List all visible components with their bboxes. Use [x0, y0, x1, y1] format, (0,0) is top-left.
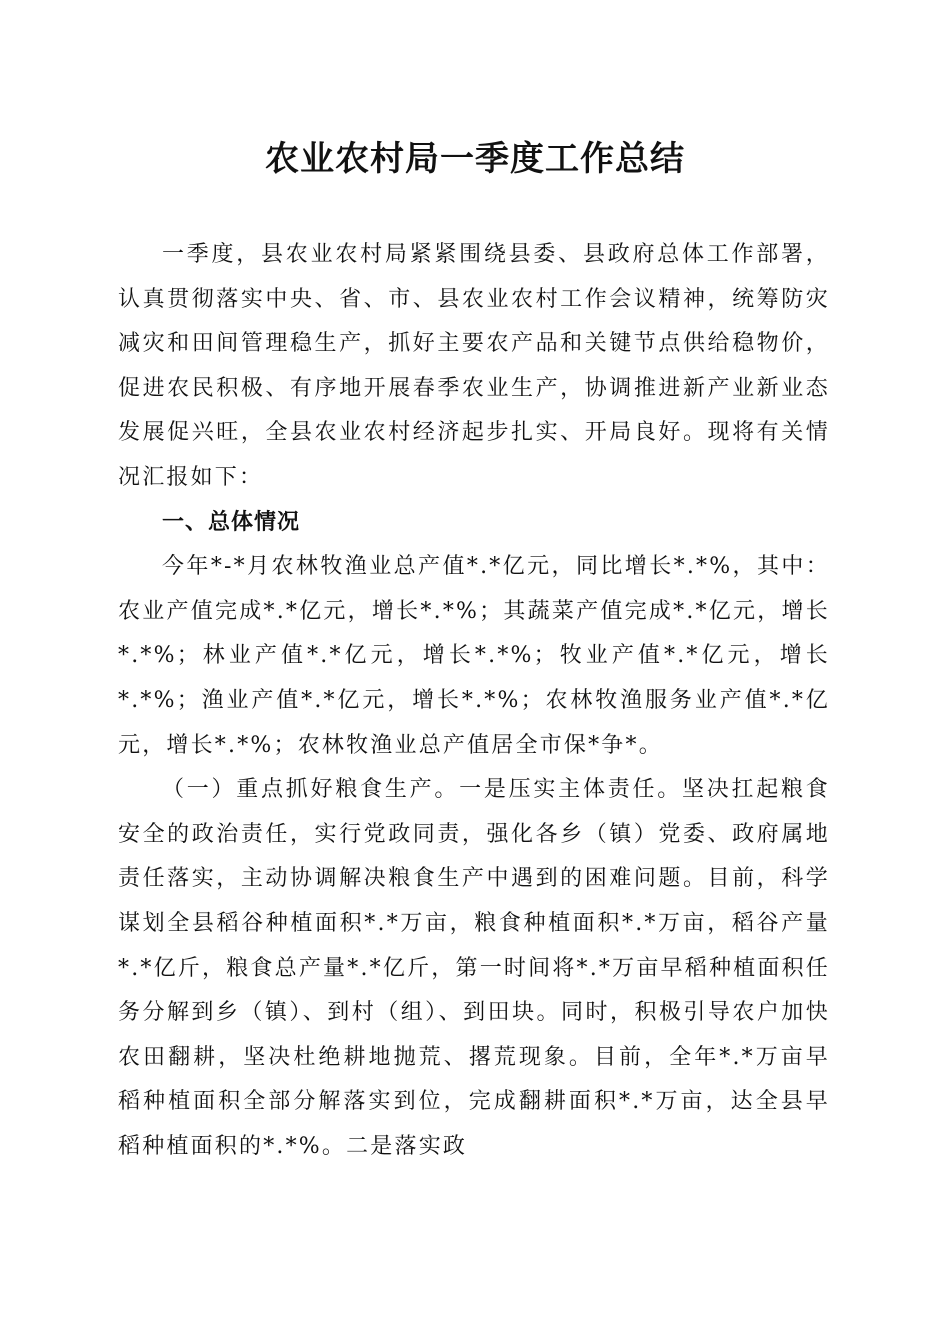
document-body [118, 233, 830, 1169]
grain-production-paragraph: （一）重点抓好粮食生产。一是压实主体责任。坚决扛起粮食安全的政治责任，实行党政同责，强化各乡（镇）党委、政府属地责任落实，主动协调解决粮食生产中遇到的困难问题。目前，科学谋划全县稻谷种植面积*.*万亩，粮食种植面积*.*万亩，稻谷产量*.*亿斤，粮食总产量*.*亿斤，第一时间将*.*万亩早稻种植面积任务分解到乡（镇）、到村（组）、到田块。同时，积极引导农户加快农田翻耕，坚决杜绝耕地抛荒、撂荒现象。目前，全年*.*万亩早稻种植面积全部分解落实到位，完成翻耕面积*.*万亩，达全县早稻种植面积的*.*%。二是落实政 [118, 777, 830, 1159]
overall-paragraph: 今年*-*月农林牧渔业总产值*.*亿元，同比增长*.*%，其中：农业产值完成*.*亿元，增长*.*%；其蔬菜产值完成*.*亿元，增长*.*%；林业产值*.*亿元，增长*.*%；牧业产值*.*亿元，增长*.*%；渔业产值*.*亿元，增长*.*%；农林牧渔服务业产值*.*亿元，增长*.*%；农林牧渔业总产值居全市保*争*。 [118, 554, 830, 758]
document-title: 农业农村局一季度工作总结 [265, 139, 685, 179]
section-heading-overall: 一、总体情况 [162, 509, 301, 535]
intro-paragraph: 一季度，县农业农村局紧紧围绕县委、县政府总体工作部署，认真贯彻落实中央、省、市、县农业农村工作会议精神，统筹防灾减灾和田间管理稳生产，抓好主要农产品和关键节点供给稳物价，促进农民积极、有序地开展春季农业生产，协调推进新产业新业态发展促兴旺，全县农业农村经济起步扎实、开局良好。现将有关情况汇报如下： [118, 242, 830, 490]
